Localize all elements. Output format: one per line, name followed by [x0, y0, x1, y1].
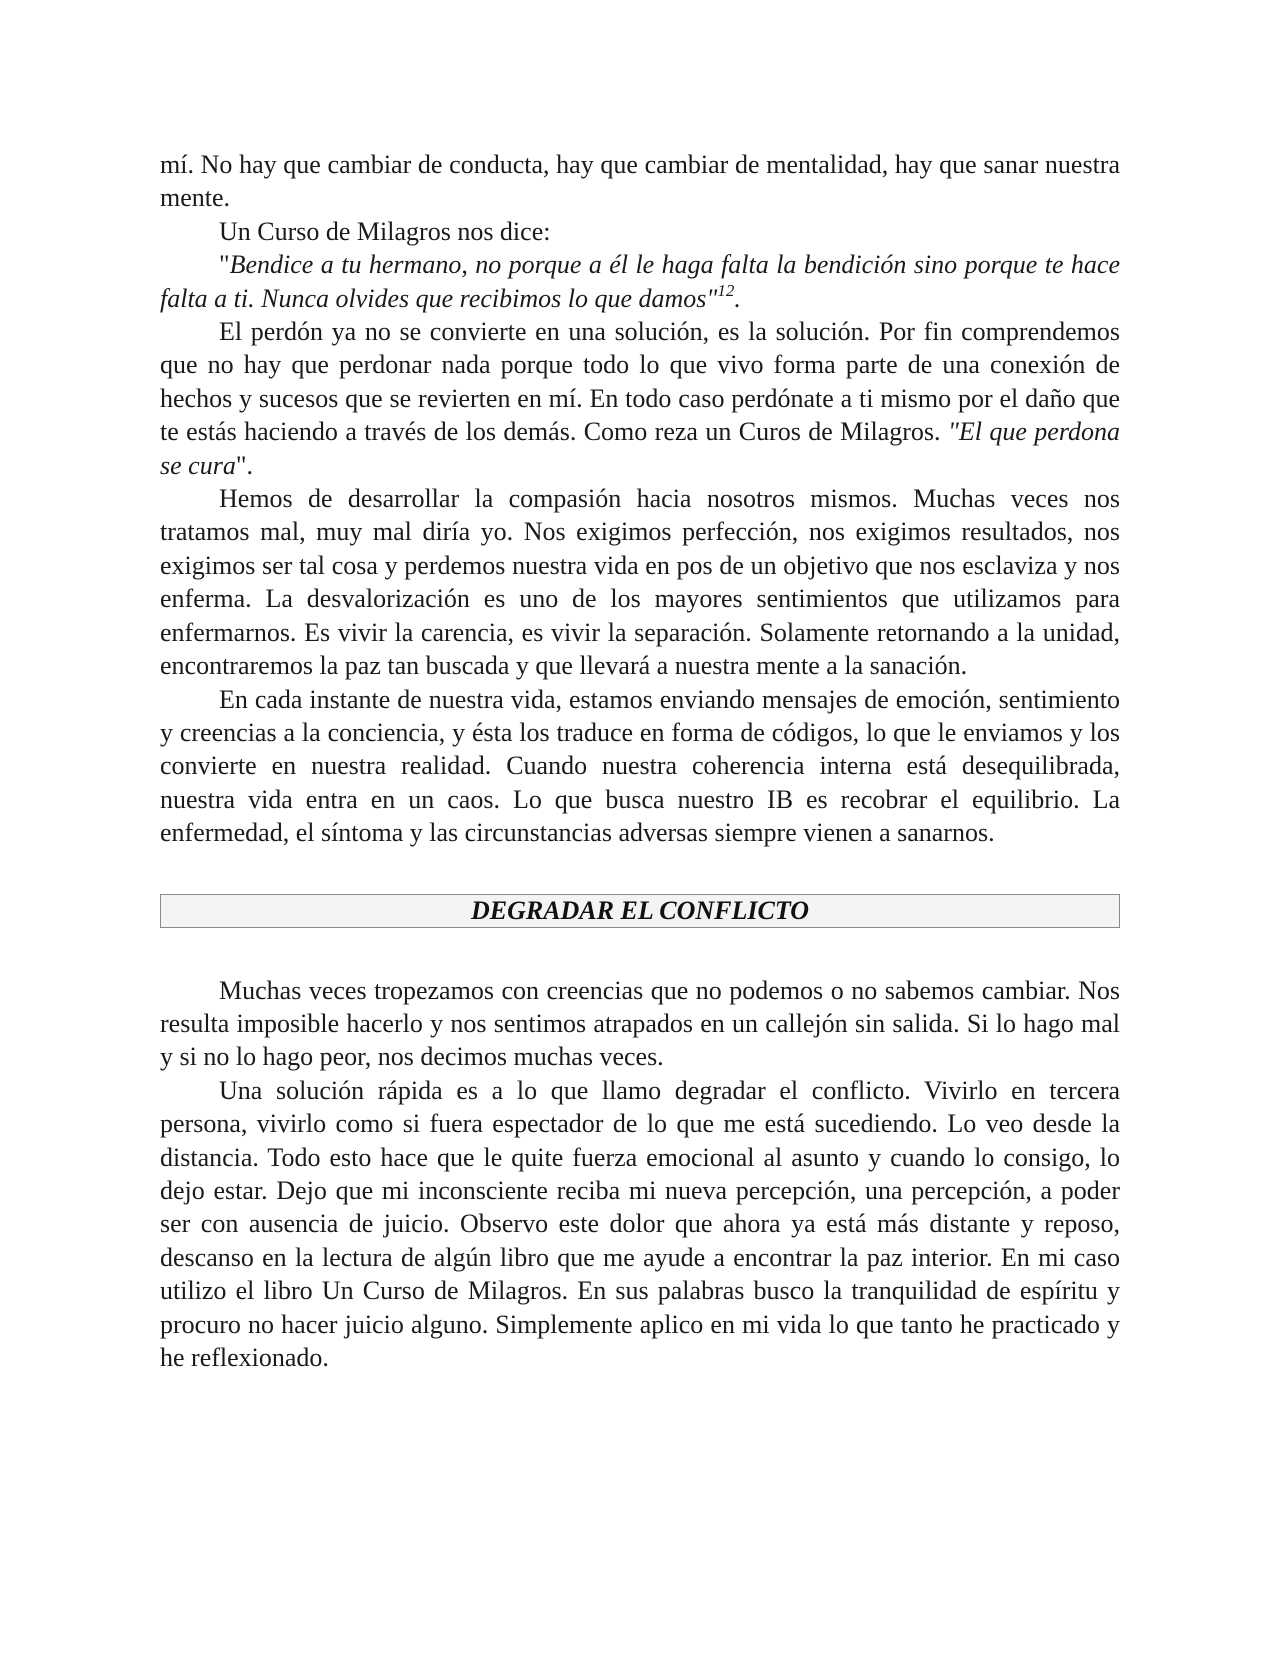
paragraph-degradar: Una solución rápida es a lo que llamo degradar el conflicto. Vivirlo en tercera persona, vivirlo como si fuera espectador de lo que me está sucediendo. Lo veo desde la distancia. Todo esto hace que le quite fuerza emocional al asunto y cuando lo consigo, lo dejo estar. Dejo que mi inconsciente reciba mi nueva percepción, una percepción, a poder ser con ausencia de juicio. Observo este dolor que ahora ya está más distante y reposo, descanso en la lectura de algún libro que me ayude a encontrar la paz interior. En mi caso utilizo el libro Un Curso de Milagros. En sus palabras busco la tranquilidad de espíritu y procuro no hacer juicio alguno. Simplemente aplico en mi vida lo que tanto he practicado y he reflexionado. — [160, 1075, 1120, 1372]
quote-text: Bendice a tu hermano, no porque a él le haga falta la bendición sino porque te hace falta a ti. Nunca olvides que recibimos lo que damos" — [160, 250, 1120, 313]
document-page — [160, 148, 1120, 1374]
paragraph-curso-intro: Un Curso de Milagros nos dice: — [219, 216, 551, 246]
paragraph-compasion: Hemos de desarrollar la compasión hacia nosotros mismos. Muchas veces nos tratamos mal, muy mal diría yo. Nos exigimos perfección, nos exigimos resultados, nos exigimos ser tal cosa y perdemos nuestra vida en pos de un objetivo que nos esclaviza y nos enferma. La desvalorización es uno de los mayores sentimientos que utilizamos para enfermarnos. Es vivir la carencia, es vivir la separación. Solamente retornando a la unidad, encontraremos la paz tan buscada y que llevará a nuestra mente a la sanación. — [160, 484, 1120, 681]
paragraph-perdon — [160, 315, 1120, 482]
paragraph-coherencia: En cada instante de nuestra vida, estamos enviando mensajes de emoción, sentimiento y creencias a la conciencia, y ésta los traduce en forma de códigos, lo que le enviamos y los convierte en nuestra realidad. Cuando nuestra coherencia interna está desequilibrada, nuestra vida entra en un caos. Lo que busca nuestro IB es recobrar el equilibrio. La enfermedad, el síntoma y las circunstancias adversas siempre vienen a sanarnos. — [160, 684, 1120, 848]
paragraph-perdon-text: El perdón ya no se convierte en una solución, es la solución. Por fin comprendemos que no hay que perdonar nada porque todo lo que vivo forma parte de una conexión de hechos y sucesos que se revierten en mí. En todo caso perdónate a ti mismo por el daño que te estás haciendo a través de los demás. Como reza un Curos de Milagros. — [160, 317, 1120, 447]
quote-bendice — [160, 248, 1120, 315]
section-heading-box — [160, 894, 1120, 928]
perdon-quote-end: ". — [235, 450, 253, 480]
paragraph-mentalidad: mí. No hay que cambiar de conducta, hay que cambiar de mentalidad, hay que sanar nuestra mente. — [160, 150, 1120, 213]
quote-open-mark: " — [219, 250, 230, 280]
paragraph-creencias: Muchas veces tropezamos con creencias que no podemos o no sabemos cambiar. Nos resulta imposible hacerlo y nos sentimos atrapados en un callejón sin salida. Si lo hago mal y si no lo hago peor, nos decimos muchas veces. — [160, 975, 1120, 1072]
section-heading: DEGRADAR EL CONFLICTO — [470, 895, 810, 925]
quote-close-mark: . — [734, 283, 741, 313]
perdon-quote: "El que perdona se cura — [160, 417, 1120, 480]
footnote-ref: 12 — [717, 280, 735, 300]
